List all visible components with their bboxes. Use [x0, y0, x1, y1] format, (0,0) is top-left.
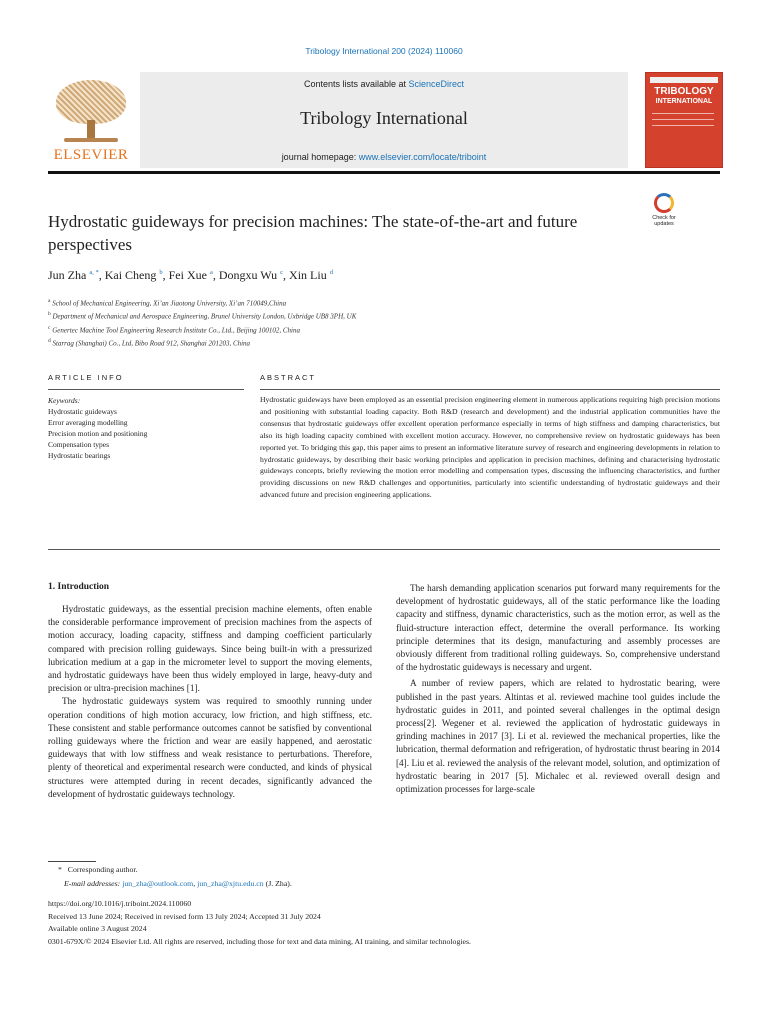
- author-affil-mark[interactable]: d: [329, 269, 333, 276]
- keyword-item: Hydrostatic bearings: [48, 451, 111, 460]
- affiliation-item: $^c$ Genertec Machine Tool Engineering Research Institute Co., Ltd., Beijing 100102, China: [48, 324, 300, 334]
- contents-line: [140, 79, 628, 89]
- keyword-item: Precision motion and positioning: [48, 429, 148, 438]
- body-paragraph: Hydrostatic guideways, as the essential precision machine elements, often enable the considerable performance improvement of precision machines from the aspects of motion accuracy, loading capacity, stiffness and damping coefficient particularly compared with precision rolling guideways. Since being built-in with a pressurized lubrication medium at a gap in the micrometer level to support the moving elements, and hydrostatic guideways have been thus widely employed in large, heavy-duty and precision or ultra-precision machines [1].: [48, 604, 372, 694]
- sciencedirect-link[interactable]: ScienceDirect: [408, 79, 465, 89]
- body-paragraph: The harsh demanding application scenarios put forward many requirements for the development of hydrostatic guideways, all of the static performance like the loading capacity and stiffness, dynamic characteristics, such as the motion error, as well as the fluid-structure interaction effect, determine the overall performance. Its working principle determines that its design, manufacturing and assembly processes are obviously different from traditional rolling guideways. So, comprehensive understand of the hydrostatic guideways is necessary and urgent.: [396, 583, 720, 673]
- header-divider: [48, 171, 720, 174]
- author-affil-mark[interactable]: a, *: [89, 269, 99, 276]
- homepage-link[interactable]: www.elsevier.com/locate/triboint: [358, 152, 487, 162]
- keywords-heading: Keywords:: [48, 396, 81, 405]
- author-affil-mark[interactable]: c: [280, 269, 284, 276]
- keyword-item: Compensation types: [48, 440, 110, 449]
- author-name[interactable]: Xin Liu: [289, 268, 327, 282]
- abstract-bottom-divider: [48, 549, 720, 550]
- body-column-left: [48, 603, 372, 801]
- author-list: Jun Zha $^{a, *}$, Kai Cheng $^b$, Fei Xue $^a$, Dongxu Wu $^c$, Xin Liu $^d$: [48, 268, 333, 282]
- email-label: E-mail addresses:: [64, 879, 121, 888]
- section-heading-introduction: 1. Introduction: [48, 582, 110, 592]
- corresponding-author-note: * Corresponding author.: [58, 865, 138, 874]
- keywords-block: [48, 395, 244, 461]
- affiliation-item: $^a$ School of Mechanical Engineering, Xi’an Jiaotong University, Xi’an 710049,China: [48, 298, 287, 308]
- homepage-line: [140, 152, 628, 162]
- article-info-heading: ARTICLE INFO: [48, 373, 124, 382]
- check-updates-label: Check for updates: [652, 215, 676, 227]
- abstract-divider: [260, 389, 720, 390]
- abstract-text: Hydrostatic guideways have been employed as an essential precision engineering element in numerous applications requiring high precision motions and positioning with substantial loading capacity. Both R&D (research and development) and the industrial application communities have the consensus that hydrostatic guideways offer excellent operation performance especially in terms of high stiffness and damping characteristics, but also its high loading capacity combined with excellent motion accuracy. However, no comprehensive review on hydrostatic guideways has been reported yet. To bridging this gap, this paper aims to present an informative literature survey of research and engineering developments in relation to hydrostatic guideways, by describing their basic working principles and application in precision machines, defining and characterising hydrostatic guideways concepts, briefly reviewing the motion error modelling and compensation types, discussing the influencing characteristics, and further providing discussions on new R&D challenges and opportunities, particularly into scientific understanding of hydrostatic guideways and their advanced future and precision engineering applications.: [260, 395, 720, 500]
- elsevier-logo[interactable]: [48, 72, 134, 168]
- affiliation-item: $^d$ Starrag (Shanghai) Co., Ltd, Bibo Road 912, Shanghai 201203, China: [48, 337, 251, 348]
- check-for-updates-button[interactable]: [645, 193, 683, 231]
- author-name[interactable]: Fei Xue: [168, 268, 207, 282]
- email-suffix: (J. Zha).: [265, 879, 292, 888]
- affiliation-item: $^b$ Department of Mechanical and Aerospace Engineering, Brunel University London, Uxbridge UB8 3PH, UK: [48, 311, 357, 321]
- body-column-right: [396, 582, 720, 796]
- author-name[interactable]: Dongxu Wu: [218, 268, 278, 282]
- email-link[interactable]: jun_zha@xjtu.edu.cn: [197, 879, 264, 888]
- cover-title-line1: TRIBOLOGY: [654, 86, 714, 97]
- available-online-date: Available online 3 August 2024: [48, 924, 147, 933]
- body-paragraph: A number of review papers, which are related to hydrostatic bearing, were published in the past years. Altintas et al. reviewed machine tool guides include the hydrostatic guides in 2011, and pointed several challenges in the optimal design process[2]. Wegener et al. reviewed the application of hydrostatic guideways in grinding machines in 2017 [3]. Li et al. reviewed the mechanical properties, like the lubrication, thermal deformation and refrigeration, of hydrostatic thrust bearing in 2014 [4]. Liu et al. reviewed the analysis of the relevant model, solution, and optimization of hydrostatic bearing in 2017 [5]. Michalec et al. reviewed overall design and optimization processes for large-scale: [396, 678, 720, 795]
- keyword-item: Error averaging modelling: [48, 418, 128, 427]
- article-title: Hydrostatic guideways for precision machines: The state-of-the-art and future perspectives: [48, 212, 578, 254]
- abstract-heading: ABSTRACT: [260, 373, 317, 382]
- copyright-notice: 0301-679X/© 2024 Elsevier Ltd. All rights are reserved, including those for text and data mining, AI training, and similar technologies.: [48, 937, 471, 946]
- body-paragraph: The hydrostatic guideways system was required to smoothly running under operation conditions of high motion accuracy, low friction, and high stiffness, etc. These consistent and stable performance outcomes cannot be satisfied by conventional rolling guideways where the friction and wear are easily happened, and aerostatic guideways that with low stiffness and weak resistance to perturbations. Therefore, plenty of theoretical and experimental research were conducted, and kinds of physical structures were attempted during in recent decades, significantly advanced the development of hydrostatic guideways technology.: [48, 696, 372, 799]
- journal-citation-link[interactable]: Tribology International 200 (2024) 110060: [305, 46, 463, 56]
- keyword-item: Hydrostatic guideways: [48, 407, 117, 416]
- author-affil-mark[interactable]: a: [209, 269, 213, 276]
- footnote-divider: [48, 861, 96, 862]
- author-affil-mark[interactable]: b: [159, 269, 163, 276]
- homepage-prefix: journal homepage:: [281, 152, 359, 162]
- check-updates-icon: [654, 193, 674, 213]
- journal-cover-thumbnail[interactable]: [645, 72, 723, 168]
- doi-link[interactable]: https://doi.org/10.1016/j.triboint.2024.110060: [48, 899, 192, 908]
- author-name[interactable]: Jun Zha: [48, 268, 87, 282]
- elsevier-tree-icon: [54, 78, 128, 142]
- email-line: E-mail addresses: jun_zha@outlook.com, jun_zha@xjtu.edu.cn (J. Zha).: [64, 879, 292, 888]
- article-info-divider: [48, 389, 244, 390]
- cover-title-line2: INTERNATIONAL: [655, 98, 713, 105]
- received-dates: Received 13 June 2024; Received in revised form 13 July 2024; Accepted 31 July 2024: [48, 912, 321, 921]
- publisher-name: ELSEVIER: [53, 147, 129, 163]
- email-link[interactable]: jun_zha@outlook.com: [122, 879, 194, 888]
- affiliations: [48, 296, 648, 349]
- journal-title: Tribology International: [300, 108, 468, 128]
- journal-header: [140, 72, 628, 168]
- author-name[interactable]: Kai Cheng: [104, 268, 157, 282]
- contents-prefix: Contents lists available at: [303, 79, 409, 89]
